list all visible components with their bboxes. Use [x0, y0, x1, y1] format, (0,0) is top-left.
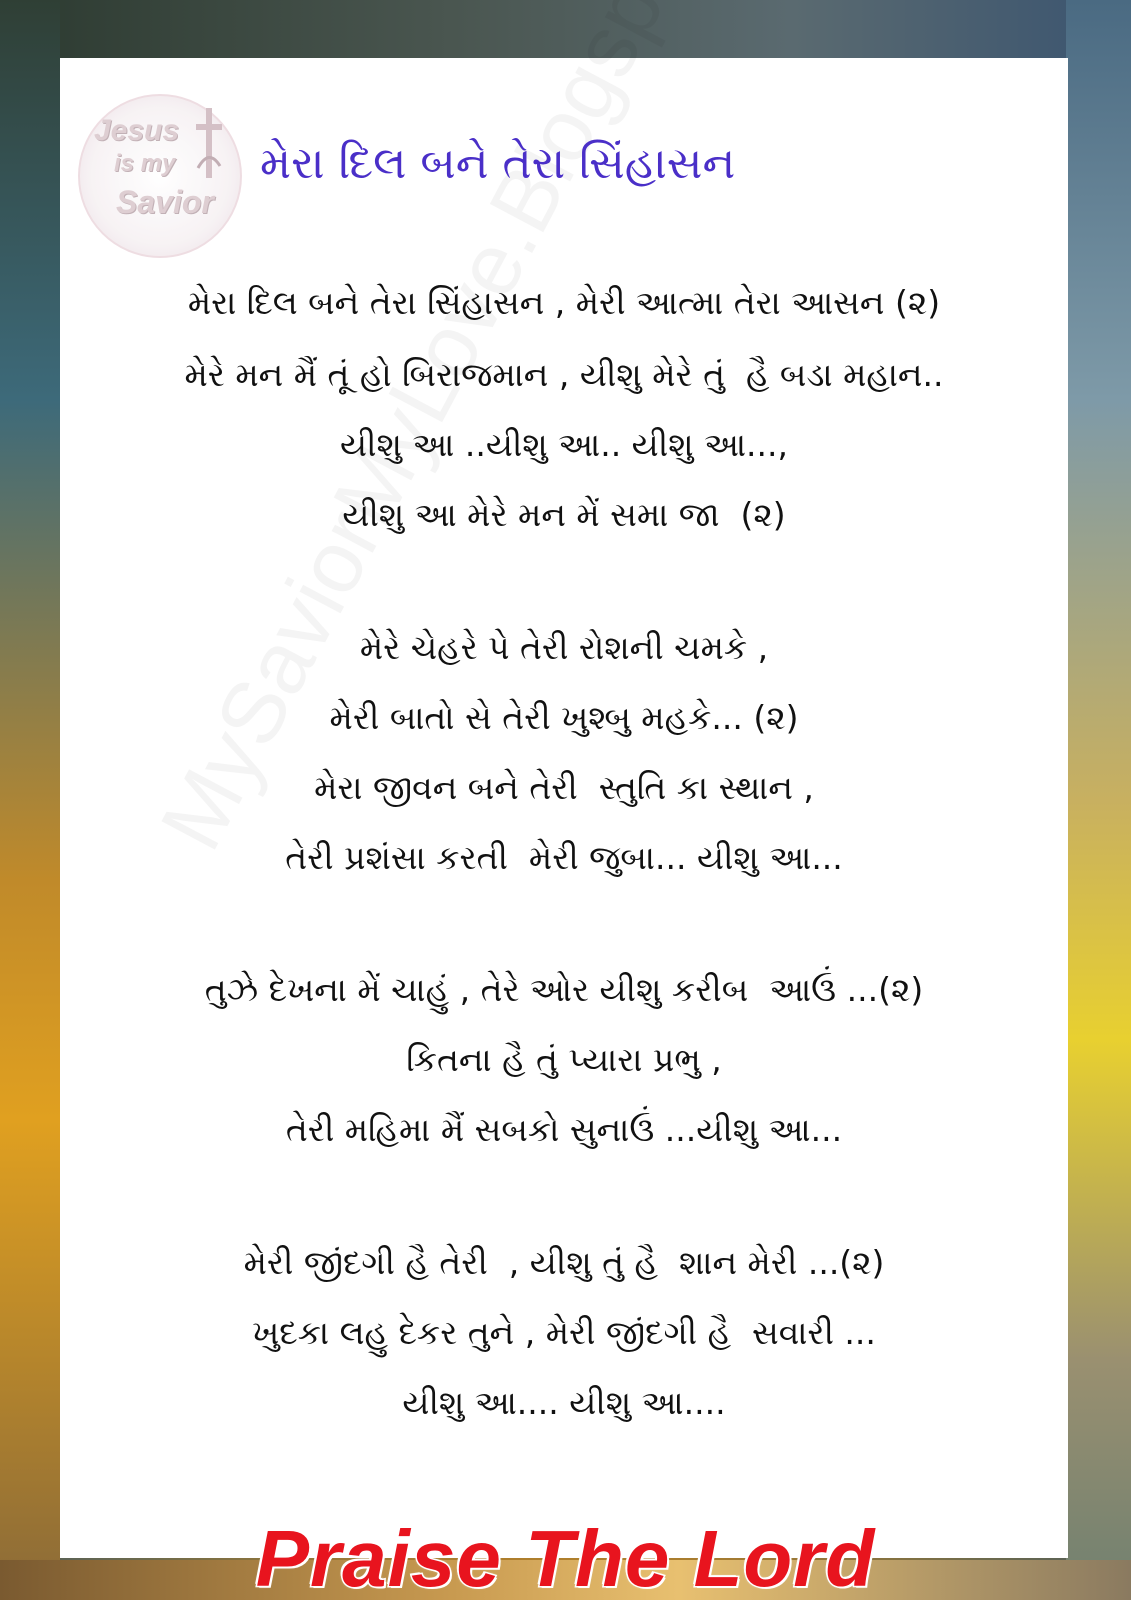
- background-top: [0, 0, 1131, 58]
- lyric-line: યીશુ આ.... યીશુ આ....: [402, 1383, 726, 1422]
- background-left: [0, 0, 60, 1600]
- lyric-line: મેરે મન મૈં તૂં હો બિરાજમાન , યીશુ મેરે તું હૈ બડા મહાન..: [184, 355, 944, 394]
- lyric-line: તેરી મહિમા મૈં સબકો સુનાઉં ...યીશુ આ...: [285, 1110, 843, 1149]
- lyric-line: ખુદકા લહુ દેકર તુને , મેરી જીંદગી હૈ સવારી ...: [252, 1313, 876, 1352]
- logo-line-1: Jesus: [94, 114, 180, 147]
- lyric-line: મેરી બાતો સે તેરી ખુશ્બુ મહકે... (૨): [329, 698, 799, 737]
- lyric-line: યીશુ આ ..યીશુ આ.. યીશુ આ...,: [339, 425, 789, 464]
- lyric-line: કિતના હૈ તું પ્યારા પ્રભુ ,: [406, 1040, 722, 1079]
- logo-line-3: Savior: [116, 184, 214, 220]
- lyrics-sheet: [60, 58, 1068, 1558]
- lyric-line: તેરી પ્રશંસા કરતી મેરી જુબા... યીશુ આ...: [285, 838, 843, 877]
- lyric-line: મેરે ચેહરે પે તેરી રોશની ચમકે ,: [359, 628, 769, 667]
- song-title: મેરા દિલ બને તેરા સિંહાસન: [260, 138, 736, 189]
- lyric-line: યીશુ આ મેરે મન મેં સમા જા (૨): [342, 495, 786, 534]
- jesus-is-my-savior-logo: [78, 94, 242, 258]
- lyric-line: તુઝે દેખના મેં ચાહું , તેરે ઓર યીશુ કરીબ આઉં ...(૨): [204, 970, 924, 1009]
- praise-the-lord-footer: Praise The Lord: [255, 1514, 876, 1600]
- lyric-line: મેરી જીંદગી હૈ તેરી , યીશુ તું હૈ શાન મેરી ...(૨): [243, 1243, 885, 1282]
- background-right: [1066, 0, 1131, 1600]
- logo-line-2: is my: [114, 150, 176, 177]
- lyric-line: મેરા દિલ બને તેરા સિંહાસન , મેરી આત્મા તેરા આસન (૨): [187, 283, 941, 322]
- cross-icon: [194, 108, 224, 178]
- lyric-line: મેરા જીવન બને તેરી સ્તુતિ કા સ્થાન ,: [314, 768, 814, 807]
